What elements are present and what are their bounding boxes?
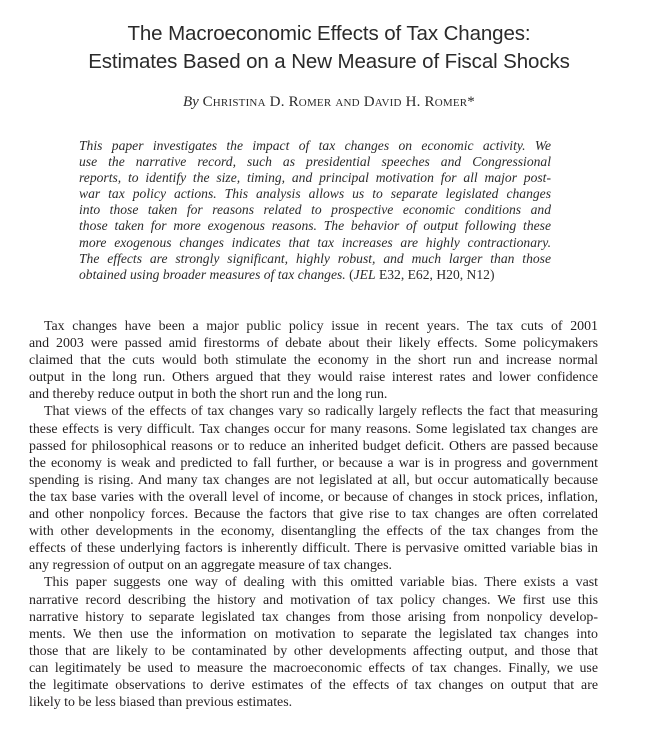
body-line: any regression of output on an aggregate measure of tax changes. (29, 558, 392, 574)
abstract-line: more exogenous changes indicates that tax increases are highly contractionary. (79, 234, 551, 250)
body-line: the tax base varies with the overall level of income, or because of changes in stock prices, inflation, (29, 489, 598, 505)
body-line: effects of these underlying factors is inherently difficult. There is pervasive omitted variable bias in (29, 541, 598, 557)
body-line: and thereby reduce output in both the short run and the long run. (29, 387, 388, 403)
body-line: and 2003 were passed amid firestorms of debate about their likely effects. Some policymakers (29, 336, 598, 352)
jel-codes: E32, E62, H20, N12 (378, 266, 490, 282)
body-line: narrative record describing the history and motivation of tax policy changes. We first use this (29, 592, 598, 608)
body-line: likely to be less biased than previous estimates. (29, 695, 293, 711)
body-line: output in the long run. Others argued that they would raise interest rates and lower confidence (29, 370, 598, 386)
abstract-line-text: obtained using broader measures of tax changes. (79, 266, 346, 282)
body-line: can legitimately be used to measure the macroeconomic effects of tax changes. Finally, we use (29, 660, 598, 676)
jel-classification: (JEL E32, E62, H20, N12) (349, 266, 495, 282)
jel-label: JEL (353, 266, 376, 282)
body-line: with other developments in the economy, disentangling the effects of the tax changes from the (29, 524, 598, 540)
body-line: Tax changes have been a major public policy issue in recent years. The tax cuts of 2001 (44, 319, 598, 334)
abstract (79, 138, 551, 283)
abstract-line: war tax policy actions. This analysis allows us to separate legislated changes (79, 186, 551, 202)
body-line: these effects is very difficult. Tax changes occur for many reasons. Some legislated tax changes are (29, 421, 598, 437)
abstract-line: use the narrative record, such as presidential speeches and Congressional (79, 154, 551, 170)
byline-prefix: By (183, 94, 199, 110)
paper-title (0, 20, 658, 76)
abstract-line: into those taken for reasons related to prospective economic conditions and (79, 202, 551, 218)
body-line: That views of the effects of tax changes vary so radically largely reflects the fact that measuring (44, 404, 598, 420)
body-text (29, 318, 598, 711)
body-line: This paper suggests one way of dealing with this omitted variable bias. There exists a vast (44, 575, 598, 591)
abstract-line: The effects are strongly significant, highly robust, and much larger than those (79, 250, 551, 266)
body-line: those that are likely to be contaminated by other developments affecting output, and those that (29, 643, 598, 659)
body-line: the legitimate observations to derive estimates of the effects of tax changes on output that are (29, 677, 598, 693)
abstract-line: reports, to identify the size, timing, and principal motivation for all major post- (79, 170, 551, 186)
body-line: narrative history to separate legislated tax changes from those arising from nonpolicy develop- (29, 609, 598, 625)
abstract-last-line (79, 267, 551, 283)
paragraph-2 (29, 403, 598, 574)
paper-title-line-2: Estimates Based on a New Measure of Fiscal Shocks (88, 50, 570, 73)
author-byline (0, 93, 658, 111)
abstract-line: those taken for more exogenous reasons. The behavior of output following these (79, 218, 551, 234)
body-line: claimed that the cuts would both stimulate the economy in the short run and increase normal (29, 353, 598, 369)
body-line: ments. We then use the information on motivation to separate the legislated tax changes into (29, 626, 598, 642)
body-line: spending is rising. And many tax changes are not legislated at all, but occur automatically because (29, 472, 598, 488)
body-line: and other nonpolicy forces. Because the factors that give rise to tax changes are often correlated (29, 507, 598, 523)
paper-title-line-1: The Macroeconomic Effects of Tax Changes: (127, 22, 531, 45)
abstract-line: This paper investigates the impact of tax changes on economic activity. We (79, 138, 551, 153)
paragraph-1 (29, 318, 598, 403)
body-line: passed for philosophical reasons or to reduce an inherited budget deficit. Others are passed because (29, 438, 598, 454)
body-line: the economy is weak and predicted to fall further, or because a war is in progress and government (29, 455, 598, 471)
paragraph-3 (29, 574, 598, 711)
byline-authors: Christina D. Romer and David H. Romer* (202, 94, 475, 110)
